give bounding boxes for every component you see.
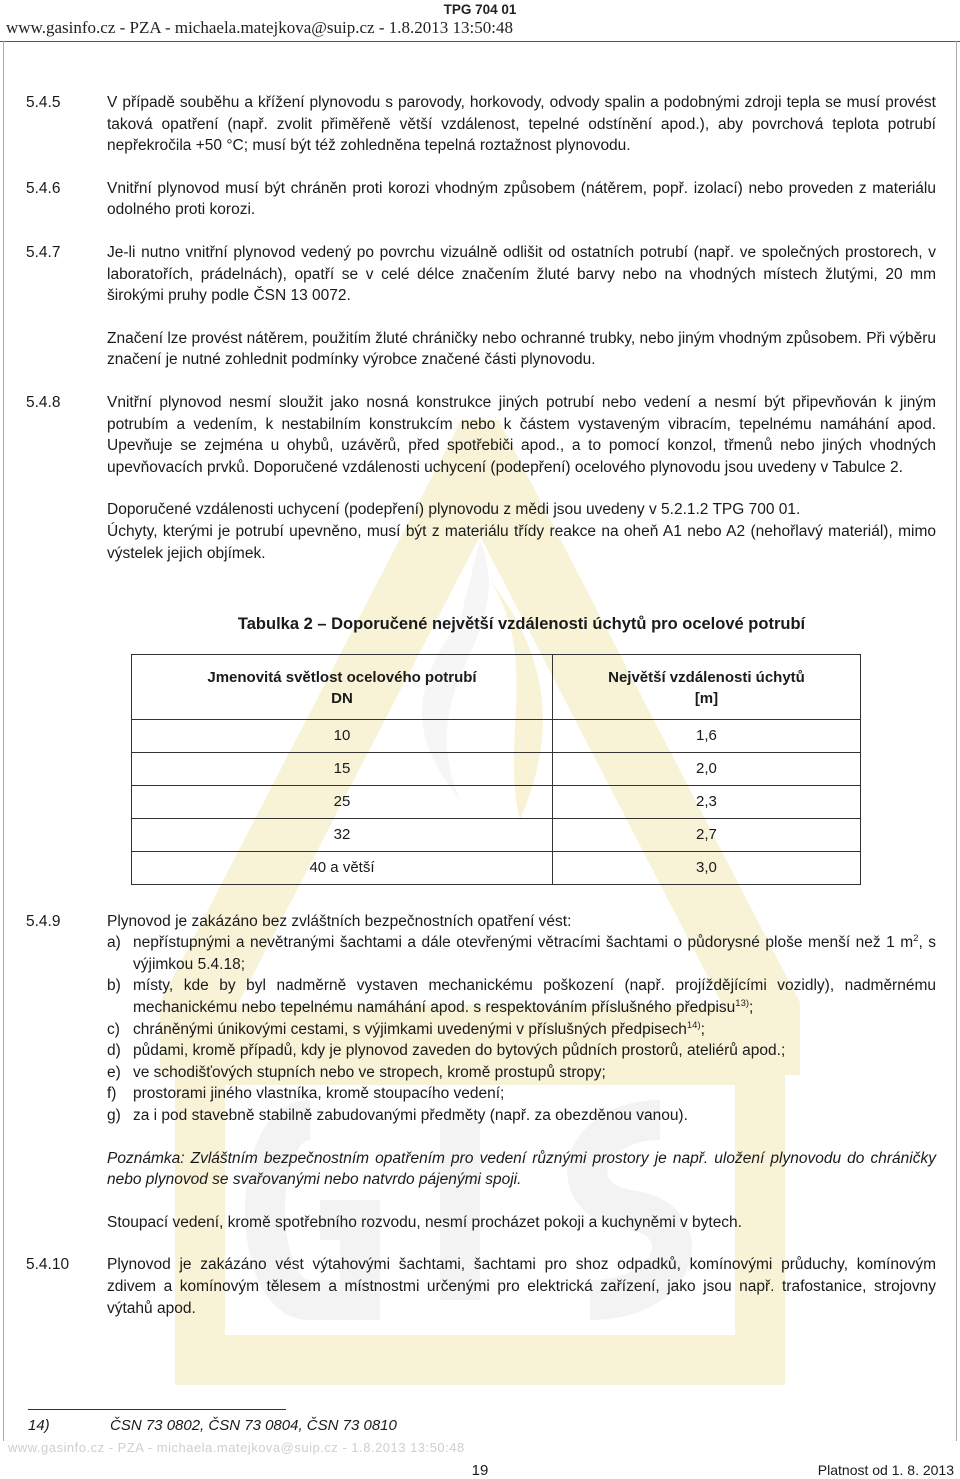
header-text: DN — [331, 689, 353, 707]
list-item — [107, 1105, 936, 1127]
list-item-text: ve schodišťových stupních nebo ve stropech, kromě prostupů stropy; — [133, 1063, 606, 1081]
table-cell-distance: 2,7 — [552, 818, 860, 851]
frame-right-line — [956, 41, 957, 1441]
section-intro: Plynovod je zakázáno bez zvláštních bezpečnostních opatření vést: — [107, 912, 572, 930]
header-text: Největší vzdálenosti úchytů — [608, 668, 805, 686]
list-item-text: nepřístupnými a nevětranými šachtami a dále otevřenými větracími šachtami o půdorysné ploše menší než 1 m — [133, 934, 914, 952]
table-cell-dn: 40 a větší — [132, 851, 553, 884]
list-letter: g) — [107, 1107, 121, 1125]
list-letter: e) — [107, 1063, 121, 1081]
footnote — [28, 1417, 397, 1434]
table-row — [132, 752, 861, 785]
footnote-rule — [28, 1409, 286, 1410]
table-cell-dn: 25 — [132, 785, 553, 818]
section-5-4-9 — [26, 911, 936, 1234]
section-5-4-5 — [26, 92, 936, 157]
table-cell-dn: 10 — [132, 719, 553, 752]
section-text: V případě souběhu a křížení plynovodu s parovody, horkovody, odvody spalin a podobnými zdroji tepla se musí provést taková opatření (např. zvolit přiměřeně větší vzdálenost, tepelné odstínění apod.), aby povrchová teplota potrubí nepřekročila +50 °C; musí být též zohledněna tepelná roztažnost plynovodu. — [107, 94, 936, 155]
list-item-text: prostorami jiného vlastníka, kromě stoupacího vedení; — [133, 1085, 505, 1103]
table-cell-distance: 2,0 — [552, 752, 860, 785]
list-item-sup: 14) — [686, 1019, 701, 1031]
list-item — [107, 1019, 936, 1041]
list-item — [107, 975, 936, 1018]
section-5-4-10 — [26, 1254, 936, 1319]
section-number: 5.4.6 — [26, 179, 61, 197]
spacing-table — [131, 654, 861, 885]
prohibition-list — [107, 932, 936, 1126]
validity-date: Platnost od 1. 8. 2013 — [817, 1462, 954, 1478]
list-item-tail: ; — [700, 1020, 705, 1038]
section-number: 5.4.5 — [26, 94, 61, 111]
section-paragraph: Je-li nutno vnitřní plynovod vedený po povrchu vizuálně odlišit od ostatních potrubí (např. ve společných prostorech, v laboratořích, prádelnách), opatří se v celé délce značením žluté barvy nebo na vhodných místech žlutými, 20 mm širokými pruhy podle ČSN 13 0072. — [107, 243, 936, 305]
table-title: Tabulka 2 – Doporučené největší vzdálenosti úchytů pro ocelové potrubí — [237, 615, 806, 634]
table-header-dn — [132, 654, 553, 719]
table-row — [132, 785, 861, 818]
riser-text: Stoupací vedení, kromě spotřebního rozvodu, nesmí procházet pokoji a kuchyněmi v bytech. — [107, 1213, 742, 1231]
section-5-4-7 — [26, 242, 936, 371]
table-cell-dn: 15 — [132, 752, 553, 785]
list-letter: d) — [107, 1042, 121, 1060]
footnote-text: ČSN 73 0802, ČSN 73 0804, ČSN 73 0810 — [110, 1417, 397, 1434]
section-text: Plynovod je zakázáno vést výtahovými šachtami, šachtami pro shoz odpadků, komínovými průduchy, komínovým zdivem a komínovým tělesem a místnostmi určenými pro elektrická zařízení, jako jsou např. trafostanice, strojovny výtahů apod. — [107, 1256, 936, 1317]
header-watermark: www.gasinfo.cz - PZA - michaela.matejkova@suip.cz - 1.8.2013 13:50:48 — [6, 18, 513, 37]
frame-left-line — [3, 41, 4, 1441]
list-item — [107, 932, 936, 975]
section-paragraph: Doporučené vzdálenosti uchycení (podepření) plynovodu z mědi jsou uvedeny v 5.2.1.2 TPG 700 01. — [107, 501, 801, 519]
list-item-sup: 13) — [735, 997, 750, 1009]
list-item-sup: 2 — [913, 933, 919, 945]
header-text: [m] — [694, 689, 719, 707]
list-item-text: chráněnými únikovými cestami, s výjimkami uvedenými v příslušných předpisech — [133, 1020, 687, 1038]
section-number: 5.4.8 — [26, 393, 61, 411]
section-paragraph: Vnitřní plynovod nesmí sloužit jako nosná konstrukce jiných potrubí nebo vedení a nesmí být připevňován k jiným potrubím a vedením, k nestabilním konstrukcím nebo k částem vystaveným vibracím, tepelnému namáhání apod. Upevňuje se zejména u ohybů, uzávěrů, před spotřebiči apod., a to pomocí konzol, třmenů nebo jiných vhodných upevňovacích prvků. Doporučené vzdálenosti uchycení (podepření) ocelového plynovodu jsou uvedeny v Tabulce 2. — [107, 393, 936, 476]
page-number: 19 — [471, 1462, 489, 1479]
footer-watermark: www.gasinfo.cz - PZA - michaela.matejkova@suip.cz - 1.8.2013 13:50:48 — [8, 1440, 465, 1455]
table-row — [132, 851, 861, 884]
list-item-tail: , s výjimkou 5.4.18; — [133, 934, 936, 973]
list-item-tail: ; — [749, 999, 754, 1017]
section-number: 5.4.9 — [26, 912, 61, 930]
table-row — [132, 818, 861, 851]
list-letter: f) — [107, 1085, 117, 1103]
section-number: 5.4.7 — [26, 243, 61, 261]
list-item — [107, 1062, 936, 1084]
header-text: Jmenovitá světlost ocelového potrubí — [207, 668, 477, 686]
footnote-number: 14) — [28, 1417, 50, 1434]
note-text: Poznámka: Zvláštním bezpečnostním opatřením pro vedení různými prostory je např. uložení plynovodu do chráničky nebo plynovod se svařovanými nebo natvrdo pájenými spoji. — [107, 1149, 936, 1189]
section-paragraph: Značení lze provést nátěrem, použitím žluté chráničky nebo ochranné trubky, nebo jiným vhodným způsobem. Při výběru značení je nutné zohlednit podmínky výrobce značené části plynovodu. — [107, 329, 936, 369]
list-item-text: půdami, kromě případů, kdy je plynovod zaveden do bytových půdních prostorů, ateliérů apod.; — [133, 1042, 786, 1060]
table-cell-distance: 2,3 — [552, 785, 860, 818]
table-cell-distance: 3,0 — [552, 851, 860, 884]
list-item — [107, 1083, 936, 1105]
section-paragraph: Úchyty, kterými je potrubí upevněno, musí být z materiálu třídy reakce na oheň A1 nebo A2 (nehořlavý materiál), mimo výstelek jejich objímek. — [107, 522, 936, 562]
table-cell-distance: 1,6 — [552, 719, 860, 752]
table-header-row — [132, 654, 861, 719]
list-item-text: místy, kde by byl nadměrně vystaven mechanickému poškození (např. projíždějícími vozidly), nadměrnému mechanickému nebo tepelnému namáhání apod. s respektováním příslušného předpisu — [133, 977, 936, 1017]
list-item-text: za i pod stavebně stabilně zabudovanými předměty (např. za obezděnou vanou). — [133, 1107, 688, 1125]
list-letter: a) — [107, 934, 121, 952]
section-5-4-6 — [26, 178, 936, 221]
table-cell-dn: 32 — [132, 818, 553, 851]
list-item — [107, 1040, 936, 1062]
table-header-distance — [552, 654, 860, 719]
header-rule — [0, 41, 960, 42]
document-body — [26, 92, 936, 1319]
section-5-4-8 — [26, 392, 936, 564]
section-number: 5.4.10 — [26, 1256, 70, 1274]
list-letter: b) — [107, 977, 121, 995]
section-text: Vnitřní plynovod musí být chráněn proti korozi vhodným způsobem (nátěrem, popř. izolací) nebo proveden z materiálu odolného proti korozi. — [107, 179, 936, 219]
document-id: TPG 704 01 — [443, 2, 517, 17]
table-row — [132, 719, 861, 752]
list-letter: c) — [107, 1020, 120, 1038]
